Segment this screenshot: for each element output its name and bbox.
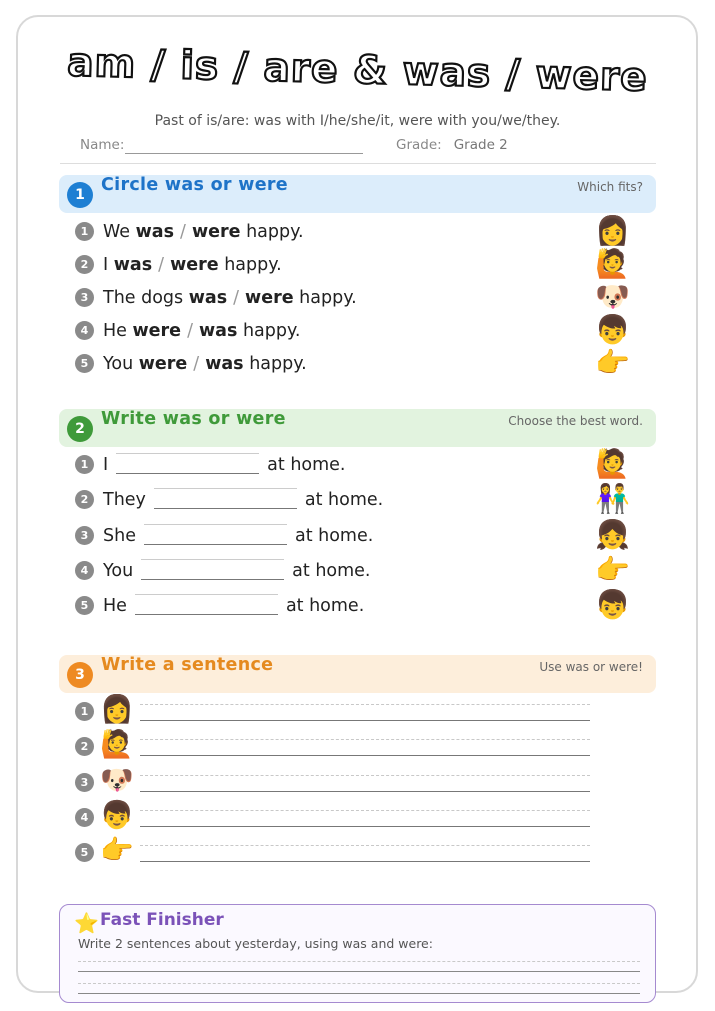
choice-was[interactable]: was — [188, 288, 228, 308]
fill-item — [75, 553, 635, 586]
subtitle: Past of is/are: was with I/he/she/it, were with you/we/they. — [154, 113, 561, 129]
writing-line[interactable] — [140, 739, 590, 756]
writing-line[interactable] — [140, 810, 590, 827]
item-number: 3 — [75, 288, 94, 307]
choice-was[interactable]: was — [135, 222, 175, 242]
girl-face-icon: 👧 — [595, 518, 630, 551]
choice-were[interactable]: were — [170, 255, 219, 275]
sentence: I at home. — [103, 455, 346, 475]
fill-item — [75, 588, 635, 621]
item-number: 2 — [75, 255, 94, 274]
choice-were[interactable]: were — [132, 321, 182, 341]
pointing-hand-icon: 👉 — [100, 835, 134, 866]
page-title: am / is / are & was / were — [66, 40, 649, 101]
sentence: We was / were happy. — [103, 222, 304, 242]
circle-item — [75, 280, 635, 313]
sentence: He were / was happy. — [103, 321, 301, 341]
grade-field — [396, 137, 508, 153]
sentence: You were / was happy. — [103, 354, 307, 374]
section-hint: Use was or were! — [539, 660, 643, 674]
person-raising-hand-icon: 🙋 — [100, 729, 134, 760]
divider — [60, 163, 656, 164]
person-raising-hand-icon: 🙋 — [595, 247, 630, 280]
fill-item — [75, 518, 635, 551]
writing-line[interactable] — [78, 993, 640, 994]
grade-label: Grade: — [396, 137, 442, 153]
item-number: 5 — [75, 596, 94, 615]
choice-was[interactable]: was — [113, 255, 153, 275]
answer-blank[interactable] — [141, 559, 284, 580]
item-number: 2 — [75, 737, 94, 756]
choice-was[interactable]: was — [198, 321, 238, 341]
circle-item — [75, 247, 635, 280]
item-number: 1 — [75, 222, 94, 241]
section-3-header — [59, 655, 656, 693]
boy-face-icon: 👦 — [595, 313, 630, 346]
answer-blank[interactable] — [154, 488, 297, 509]
item-number: 3 — [75, 526, 94, 545]
item-number: 1 — [75, 702, 94, 721]
star-icon: ⭐ — [74, 911, 99, 935]
answer-blank[interactable] — [144, 524, 287, 545]
fill-item — [75, 447, 635, 480]
item-number: 2 — [75, 490, 94, 509]
name-field[interactable] — [125, 153, 363, 154]
section-title: Write a sentence — [101, 655, 274, 675]
section-hint: Which fits? — [577, 180, 643, 194]
writing-line[interactable] — [140, 775, 590, 792]
choice-were[interactable]: were — [138, 354, 188, 374]
writing-line[interactable] — [140, 845, 590, 862]
section-hint: Choose the best word. — [508, 414, 643, 428]
item-number: 5 — [75, 843, 94, 862]
choice-was[interactable]: was — [205, 354, 244, 374]
item-number: 1 — [75, 455, 94, 474]
dog-face-icon: 🐶 — [595, 280, 630, 313]
item-number: 4 — [75, 808, 94, 827]
pointing-hand-icon: 👉 — [595, 553, 630, 586]
writing-line[interactable] — [140, 704, 590, 721]
choice-were[interactable]: were — [191, 222, 241, 242]
sentence: The dogs was / were happy. — [103, 288, 357, 308]
sentence: You at home. — [103, 561, 371, 581]
item-number: 4 — [75, 561, 94, 580]
section-title: Write was or were — [101, 409, 286, 429]
writing-line[interactable] — [78, 971, 640, 972]
circle-item — [75, 214, 635, 247]
couple-holding-hands-icon: 👫 — [595, 482, 630, 515]
sentence: She at home. — [103, 526, 374, 546]
boy-face-icon: 👦 — [100, 800, 134, 831]
choice-were[interactable]: were — [245, 288, 294, 308]
pointing-hand-icon: 👉 — [595, 346, 630, 379]
fast-finisher-title: Fast Finisher — [100, 910, 224, 930]
section-1-header — [59, 175, 656, 213]
answer-blank[interactable] — [135, 594, 278, 615]
item-number: 4 — [75, 321, 94, 340]
woman-emoji-icon: 👩 — [595, 214, 630, 247]
boy-face-icon: 👦 — [595, 588, 630, 621]
item-number: 3 — [75, 773, 94, 792]
fast-finisher-instructions: Write 2 sentences about yesterday, using was and were: — [78, 936, 433, 951]
grade-value: Grade 2 — [453, 137, 508, 153]
name-label: Name: — [80, 137, 125, 153]
section-number: 1 — [67, 182, 93, 208]
section-number: 2 — [67, 416, 93, 442]
sentence: He at home. — [103, 596, 365, 616]
section-2-header — [59, 409, 656, 447]
fill-item — [75, 482, 635, 515]
sentence: They at home. — [103, 490, 384, 510]
writing-guide — [78, 961, 640, 962]
answer-blank[interactable] — [116, 453, 259, 474]
sentence: I was / were happy. — [103, 255, 282, 275]
fast-finisher-box — [59, 904, 656, 1003]
section-number: 3 — [67, 662, 93, 688]
woman-emoji-icon: 👩 — [100, 694, 134, 725]
section-title: Circle was or were — [101, 175, 288, 195]
person-raising-hand-icon: 🙋 — [595, 447, 630, 480]
circle-item — [75, 313, 635, 346]
item-number: 5 — [75, 354, 94, 373]
dog-face-icon: 🐶 — [100, 765, 134, 796]
circle-item — [75, 346, 635, 379]
writing-guide — [78, 983, 640, 984]
